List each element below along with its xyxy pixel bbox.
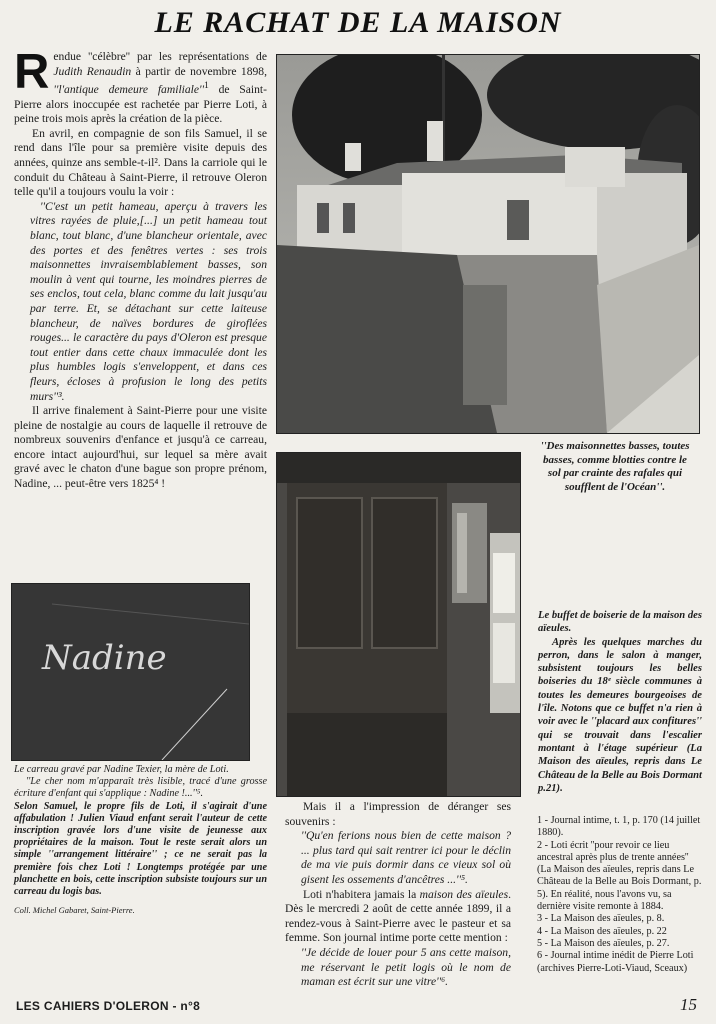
quote-what-would-we-do: ''Qu'en ferions nous bien de cette maison ? ... plus tard qui sait rentrer ici pour le déclin de ma vie puis dormir dans ce vieux sol où gisent les ossements d'ancêtres ...''⁵. — [301, 829, 511, 886]
caption-tile-quote: ''Le cher nom m'apparaît très lisible, tracé d'une grosse écriture d'enfant qui s'applique : Nadine !...''⁵. — [14, 776, 267, 800]
caption-tile — [14, 764, 267, 916]
caption-house: ''Des maisonnettes basses, toutes basses, comme blotties contre le sol par crainte des rafales qui soufflent de l'Océan''. — [540, 440, 690, 493]
paragraph-disturb: Mais il a l'impression de déranger ses souvenirs : — [285, 800, 511, 828]
photo-house — [276, 54, 700, 434]
caption-tile-line1: Le carreau gravé par Nadine Texier, la mère de Loti. — [14, 764, 229, 775]
photo-credit: Coll. Michel Gabaret, Saint-Pierre. — [14, 905, 135, 916]
footnote: 2 - Loti écrit ''pour revoir ce lieu ancestral après plus de trente années'' (La Maison des aïeules, repris dans Le Château de la Belle au Bois Dormant, p. 5). En réalité, nous l'avons vu, sa dernière visite remonte à 1884. — [537, 839, 702, 913]
paragraph-visit: En avril, en compagnie de son fils Samuel, il se rend dans l'île pour sa première visite depuis des années, quinze ans semble-t-il². Dans la carriole qui le conduit du Château à Saint-Pierre, il retrouve Oleron telle qu'il a toujours voulu la voir : — [14, 126, 267, 199]
publication-name: LES CAHIERS D'OLERON - n°8 — [16, 999, 201, 1013]
drop-cap: R — [14, 45, 50, 99]
footnote: 1 - Journal intime, t. 1, p. 170 (14 juillet 1880). — [537, 815, 701, 839]
quote-hamlet: ''C'est un petit hameau, aperçu à travers les vitres rayées de pluie,[...] un petit hameau tout blanc, tout blanc, d'une blancheur orientale, avec des portes et des fenêtres vertes : ses trois maisonnettes invraisemblablement basses, son moulin à vent qui tourne, les moindres pierres de ses enclos, tout cela, blanc comme du lait jusqu'au par terre. Et, se détachant sur cette laiteuse blancheur, de naïves bordures de giroflées rouges... le caractère du pays d'Oleron est presque tout entier dans cette chaux immaculée dont les plus humbles logis s'enveloppent, et dans ces fleurs, écloses à profusion le long des petits murs''³. — [30, 199, 267, 403]
page-title: LE RACHAT DE LA MAISON — [154, 6, 562, 39]
footnotes — [537, 815, 705, 975]
footnote: 5 - La Maison des aïeules, p. 27. — [537, 937, 670, 949]
intro-paragraph: Rendue ''célèbre'' par les représentations de Judith Renaudin à partir de novembre 1898, ''l'antique demeure $familiale''^1$ de Saint-Pierre alors inoccupée est rachetée par Pierre Loti, à peine trois mois après la création de la pièce. — [14, 45, 267, 126]
photo-buffet — [276, 452, 521, 797]
caption-buffet-title: Le buffet de boiserie de la maison des aïeules. — [538, 610, 702, 635]
paragraph-never-live: Loti n'habitera jamais la maison des aïeules. Dès le mercredi 2 août de cette année 1899, il a rendez-vous à Saint-Pierre avec le pasteur et sa femme. Son journal intime porte cette mention : — [285, 887, 511, 945]
footnote: 4 - La Maison des aïeules, p. 22 — [537, 925, 667, 937]
article-middle-column — [285, 800, 511, 990]
footnote: 6 - Journal intime inédit de Pierre Loti (archives Pierre-Loti-Viaud, Sceaux) — [537, 950, 694, 974]
tile-inscription: Nadine — [42, 638, 167, 678]
quote-rent: ''Je décide de louer pour 5 ans cette maison, me réservant le petit logis où le nom de maman est écrit sur une vitre''⁶. — [301, 945, 511, 989]
page-number: 15 — [680, 995, 697, 1014]
footnote: 3 - La Maison des aïeules, p. 8. — [537, 913, 665, 925]
article-left-column — [14, 45, 267, 492]
caption-tile-body: Selon Samuel, le propre fils de Loti, il s'agirait d'une affabulation ! Julien Viaud enfant serait l'auteur de cette inscription gravée lors d'une visite de jeunesse aux propriétaires de la maison. Tout le reste serait alors un simple ''arrangement littéraire'' ; ce ne serait pas la première fois chez Loti ! Longtemps protégée par une planchette en bois, cette inscription subsiste toujours sur un carreau du logis bas. — [14, 800, 267, 898]
photo-engraved-tile — [11, 583, 250, 761]
caption-buffet — [538, 609, 702, 795]
caption-buffet-body: Après les quelques marches du perron, dans le salon à manger, subsistent toujours les belles boiseries du 18ᵉ siècle communes à toutes les demeures bourgeoises de l'île. Notons que ce buffet n'a rien à voir avec le ''placard aux confitures'' qui se trouvait dans l'escalier montant à l'étage supérieur (La Maison des aïeules, repris dans Le Château de la Belle au Bois Dormant p.21). — [538, 636, 702, 794]
paragraph-arrival: Il arrive finalement à Saint-Pierre pour une visite pleine de nostalgie au cours de laquelle il retrouve de nombreux souvenirs d'enfance et jusqu'à ce carreau, encore intact aujourd'hui, sur lequel sa mère avait gravé avec le chaton d'une bague son propre prénom, Nadine, ... peut-être vers 1825⁴ ! — [14, 404, 267, 491]
